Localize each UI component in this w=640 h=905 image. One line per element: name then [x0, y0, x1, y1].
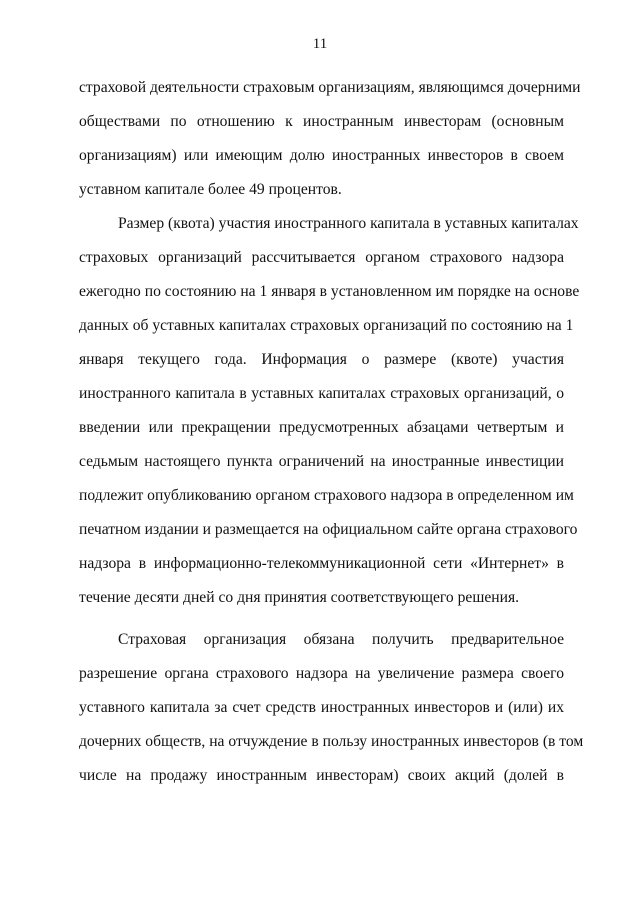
text-line: печатном издании и размещается на официальном сайте органа страхового	[79, 521, 578, 538]
text-line: организациям) или имеющим долю иностранных инвесторов в своем	[79, 147, 564, 164]
text-line: разрешение органа страхового надзора на увеличение размера своего	[79, 665, 564, 682]
text-line: уставном капитале более 49 процентов.	[79, 181, 342, 198]
text-line: Страховая организация обязана получить предварительное	[118, 631, 564, 648]
text-line: подлежит опубликованию органом страхового надзора в определенном им	[79, 487, 574, 504]
text-line: Размер (квота) участия иностранного капитала в уставных капиталах	[118, 215, 579, 232]
text-line: надзора в информационно-телекоммуникационной сети «Интернет» в	[79, 555, 564, 572]
page-number: 11	[312, 36, 328, 52]
text-line: числе на продажу иностранным инвесторам) своих акций (долей в	[79, 767, 564, 784]
text-line: дочерних обществ, на отчуждение в пользу иностранных инвесторов (в том	[79, 733, 584, 750]
text-line: обществами по отношению к иностранным инвесторам (основным	[79, 113, 564, 130]
text-line: уставного капитала за счет средств иностранных инвесторов и (или) их	[79, 699, 564, 716]
text-line: страховой деятельности страховым организациям, являющимся дочерними	[79, 79, 581, 96]
text-line: иностранного капитала в уставных капиталах страховых организаций, о	[79, 385, 564, 402]
text-line: данных об уставных капиталах страховых организаций по состоянию на 1	[79, 317, 574, 334]
text-line: течение десяти дней со дня принятия соответствующего решения.	[79, 589, 520, 606]
text-line: введении или прекращении предусмотренных абзацами четвертым и	[79, 419, 564, 436]
text-line: страховых организаций рассчитывается органом страхового надзора	[79, 249, 564, 266]
text-line: седьмым настоящего пункта ограничений на иностранные инвестиции	[79, 453, 564, 470]
text-line: ежегодно по состоянию на 1 января в установленном им порядке на основе	[79, 283, 580, 300]
text-line: января текущего года. Информация о размере (квоте) участия	[79, 351, 564, 368]
